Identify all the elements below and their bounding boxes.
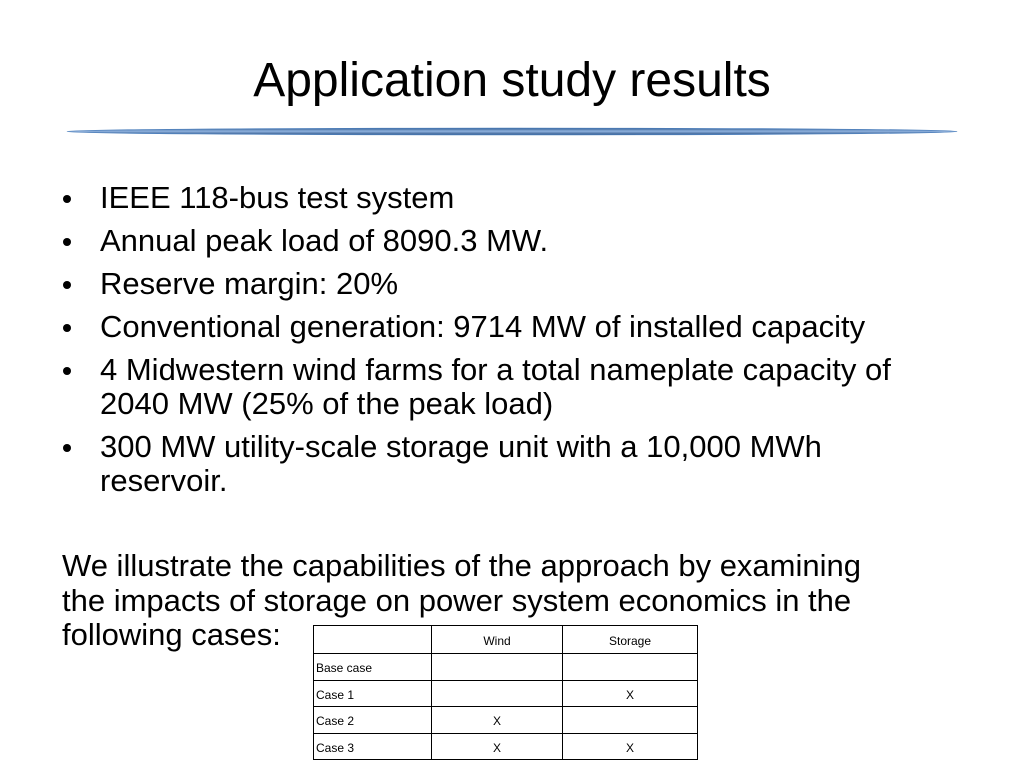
bullet-dot xyxy=(63,195,71,203)
bullet-item xyxy=(0,224,1024,258)
bullet-item xyxy=(0,353,1024,421)
bullet-item xyxy=(0,310,1024,344)
bullet-dot xyxy=(63,367,71,375)
table-row-case-3 xyxy=(314,733,698,760)
slide-title: Application study results xyxy=(253,54,771,107)
bullet-dot xyxy=(63,281,71,289)
table-header-storage: Storage xyxy=(563,626,698,654)
bullet-text: 300 MW utility-scale storage unit with a 10,000 MWh reservoir. xyxy=(100,429,822,498)
table-header-blank-cell xyxy=(314,626,432,654)
table-row-case-1 xyxy=(314,680,698,707)
cases-table xyxy=(313,625,698,760)
case-label-cell: Base case xyxy=(314,654,432,681)
case-label-cell: Case 3 xyxy=(314,733,432,760)
storage-cell: X xyxy=(563,733,698,760)
wind-cell: X xyxy=(432,707,563,734)
table-header-row xyxy=(314,626,698,654)
body-paragraph: We illustrate the capabilities of the approach by examining the impacts of storage on power system economics in the following cases: xyxy=(62,548,861,652)
storage-cell xyxy=(563,707,698,734)
bullet-item xyxy=(0,430,1024,498)
title-divider-line xyxy=(65,127,959,136)
bullet-text: Reserve margin: 20% xyxy=(100,266,399,301)
table-row-base-case xyxy=(314,654,698,681)
bullet-item xyxy=(0,181,1024,215)
bullet-item xyxy=(0,267,1024,301)
bullet-text: Annual peak load of 8090.3 MW. xyxy=(100,223,549,258)
table-header-wind: Wind xyxy=(432,626,563,654)
wind-cell xyxy=(432,654,563,681)
storage-cell xyxy=(563,654,698,681)
bullet-text: 4 Midwestern wind farms for a total nameplate capacity of 2040 MW (25% of the peak load) xyxy=(100,352,891,421)
wind-cell: X xyxy=(432,733,563,760)
storage-cell: X xyxy=(563,680,698,707)
bullet-list xyxy=(0,181,1024,507)
bullet-text: IEEE 118-bus test system xyxy=(100,180,455,215)
bullet-text: Conventional generation: 9714 MW of installed capacity xyxy=(100,309,866,344)
wind-cell xyxy=(432,680,563,707)
bullet-dot xyxy=(63,324,71,332)
case-label-cell: Case 1 xyxy=(314,680,432,707)
case-label-cell: Case 2 xyxy=(314,707,432,734)
table-row-case-2 xyxy=(314,707,698,734)
bullet-dot xyxy=(63,444,71,452)
bullet-dot xyxy=(63,238,71,246)
